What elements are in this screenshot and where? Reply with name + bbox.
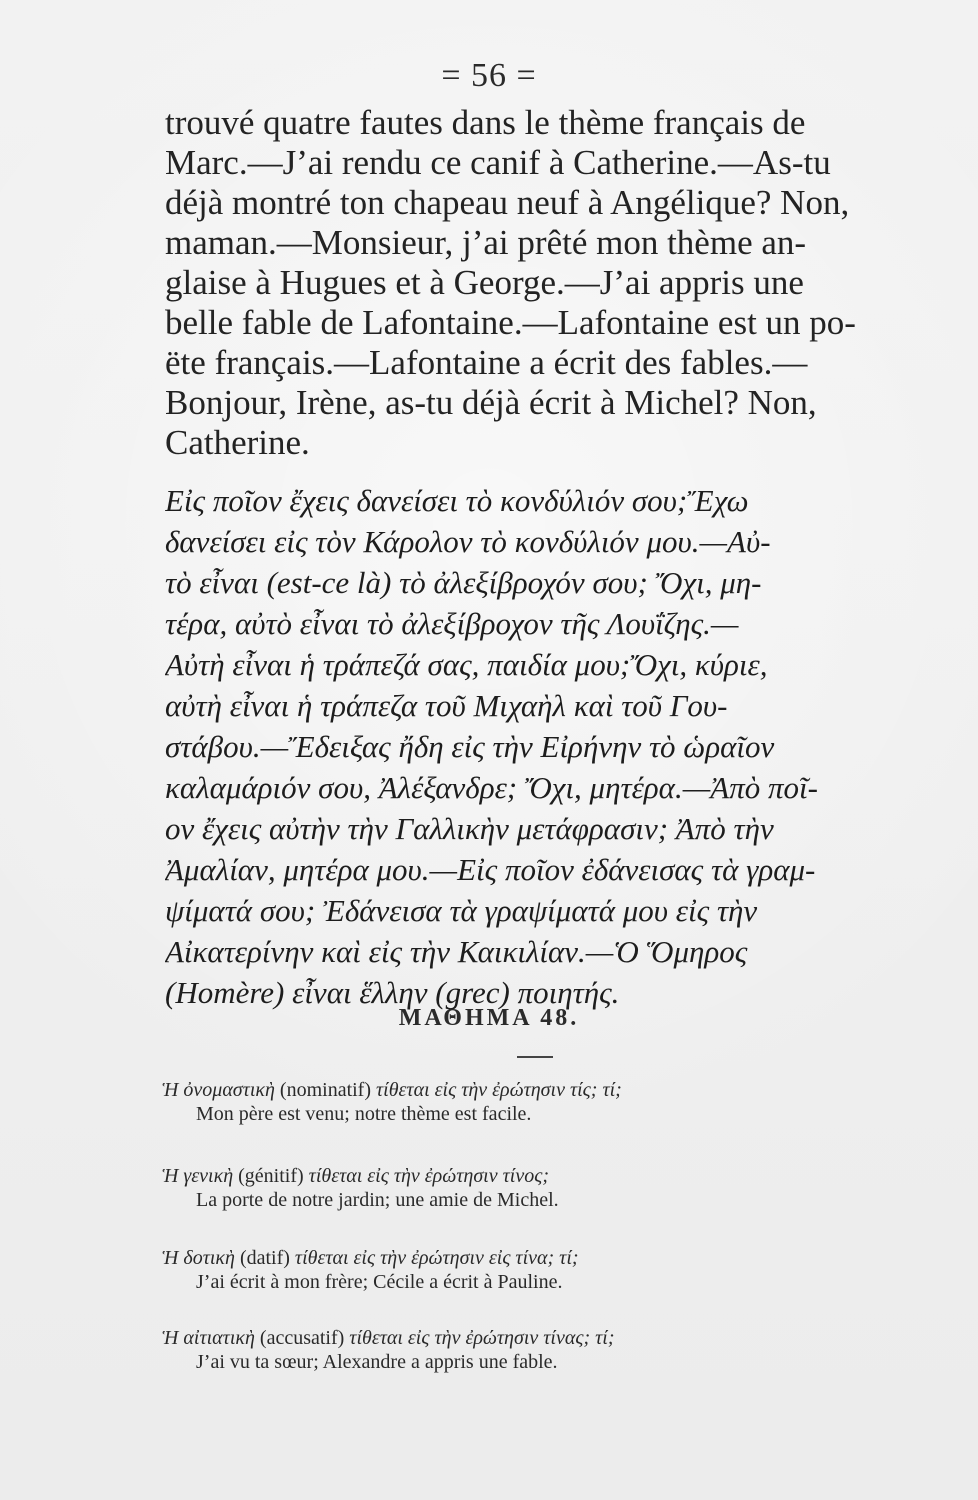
french-line: Catherine. — [165, 423, 310, 462]
grammar-rule-line — [162, 1246, 902, 1270]
french-line: Marc.—J’ai rendu ce canif à Catherine.—As-tu — [165, 143, 831, 182]
greek-term: Ἡ γενικὴ — [162, 1165, 234, 1187]
french-term: (nominatif) — [279, 1079, 372, 1101]
section-divider — [517, 1056, 553, 1058]
grammar-rule-line — [162, 1078, 902, 1102]
french-term: (génitif) — [238, 1165, 304, 1187]
grammar-rule-line — [162, 1326, 902, 1350]
french-line: ëte français.—Lafontaine a écrit des fables.— — [165, 343, 808, 382]
greek-line: τὸ εἶναι (est-ce là) τὸ ἀλεξίβροχόν σου; Ὄχι, μη- — [165, 565, 762, 600]
french-line: maman.—Monsieur, j’ai prêté mon thème an- — [165, 223, 807, 262]
greek-line: (Homère) εἶναι ἕλλην (grec) ποιητής. — [165, 975, 620, 1010]
greek-line: δανείσει εἰς τὸν Κάρολον τὸ κονδύλιόν μου.—Αὐ- — [165, 524, 771, 559]
french-term: (datif) — [239, 1247, 290, 1269]
greek-line: καλαμάριόν σου, Ἀλέξανδρε; Ὄχι, μητέρα.—Ἀπὸ ποῖ- — [165, 770, 818, 805]
french-term: (accusatif) — [259, 1327, 345, 1349]
greek-line: τέρα, αὐτὸ εἶναι τὸ ἀλεξίβροχον τῆς Λουΐζης.— — [165, 606, 739, 641]
greek-line: Αὐτὴ εἶναι ἡ τράπεζά σας, παιδία μου;Ὄχι, κύριε, — [165, 647, 768, 682]
french-text-block — [165, 103, 905, 463]
example-text: J’ai écrit à mon frère; Cécile a écrit à Pauline. — [196, 1271, 563, 1293]
french-line: Bonjour, Irène, as-tu déjà écrit à Michel? Non, — [165, 383, 817, 422]
grammar-rule-accusative — [162, 1326, 902, 1374]
grammar-rule-dative — [162, 1246, 902, 1294]
greek-text-block — [165, 480, 907, 1013]
french-line: déjà montré ton chapeau neuf à Angélique? Non, — [165, 183, 850, 222]
example-text: Mon père est venu; notre thème est facile. — [196, 1103, 532, 1125]
greek-line: Εἰς ποῖον ἔχεις δανείσει τὸ κονδύλιόν σου;Ἔχω — [165, 483, 749, 518]
greek-line: αὐτὴ εἶναι ἡ τράπεζα τοῦ Μιχαὴλ καὶ τοῦ Γου- — [165, 688, 728, 723]
greek-line: ψίματά σου; Ἐδάνεισα τὰ γραψίματά μου εἰς τὴν — [165, 893, 758, 928]
lesson-title: ΜΑΘΗΜΑ 48. — [398, 1005, 580, 1031]
greek-term: Ἡ αἰτιατικὴ — [162, 1327, 255, 1349]
example-text: J’ai vu ta sœur; Alexandre a appris une fable. — [196, 1351, 558, 1373]
example-text: La porte de notre jardin; une amie de Michel. — [196, 1189, 559, 1211]
greek-term: Ἡ ὀνομαστικὴ — [162, 1079, 275, 1101]
greek-line: ον ἔχεις αὐτὴν τὴν Γαλλικὴν μετάφρασιν; Ἀπὸ τὴν — [165, 811, 774, 846]
greek-term: Ἡ δοτικὴ — [162, 1247, 235, 1269]
french-line: trouvé quatre fautes dans le thème français de — [165, 103, 806, 142]
rule-text: τίθεται εἰς τὴν ἐρώτησιν τίς; τί; — [376, 1079, 622, 1101]
rule-text: τίθεται εἰς τὴν ἐρώτησιν εἰς τίνα; τί; — [294, 1247, 579, 1269]
rule-text: τίθεται εἰς τὴν ἐρώτησιν τίνας; τί; — [349, 1327, 615, 1349]
grammar-rule-nominative — [162, 1078, 902, 1126]
greek-line: Αἰκατερίνην καὶ εἰς τὴν Καικιλίαν.—Ὁ Ὅμηρος — [165, 934, 748, 969]
greek-line: στάβου.—Ἔδειξας ἤδη εἰς τὴν Εἰρήνην τὸ ὡραῖον — [165, 729, 775, 764]
grammar-rule-line — [162, 1164, 902, 1188]
page-number: = 56 = — [441, 57, 537, 94]
french-line: glaise à Hugues et à George.—J’ai appris une — [165, 263, 804, 302]
grammar-rule-genitive — [162, 1164, 902, 1212]
rule-text: τίθεται εἰς τὴν ἐρώτησιν τίνος; — [308, 1165, 549, 1187]
greek-line: Ἀμαλίαν, μητέρα μου.—Εἰς ποῖον ἐδάνεισας τὰ γραμ- — [165, 852, 816, 887]
french-line: belle fable de Lafontaine.—Lafontaine est un po- — [165, 303, 856, 342]
